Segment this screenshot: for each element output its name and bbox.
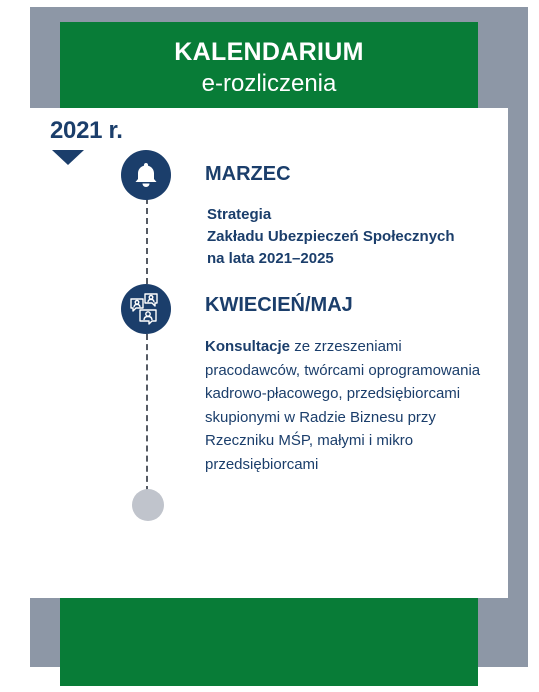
event-line-first: [205, 335, 495, 359]
timeline-connector-1: [146, 198, 148, 284]
timeline-node-kwiecien-maj: [121, 284, 171, 334]
page-subtitle: e-rozliczenia: [201, 70, 337, 97]
event-line: skupionymi w Radzie Biznesu przy: [205, 408, 436, 426]
timeline-end-dot: [132, 489, 164, 521]
event-heading-marzec: MARZEC: [205, 163, 291, 185]
event-description-marzec: [207, 204, 455, 270]
event-line: Rzeczniku MŚP, małymi i mikro: [205, 432, 414, 449]
people-chat-icon: [128, 291, 164, 327]
event-heading-kwiecien-maj: KWIECIEŃ/MAJ: [205, 294, 353, 316]
page-title: KALENDARIUM: [174, 38, 364, 66]
event-line: przedsiębiorcami: [205, 455, 319, 473]
event-line: na lata 2021–2025: [207, 250, 334, 267]
timeline-connector-2: [146, 334, 148, 492]
event-bold-keyword: Konsultacje: [205, 338, 291, 355]
event-line-first-rest: ze zrzeszeniami: [290, 338, 402, 355]
bell-icon: [131, 160, 161, 190]
year-arrow-icon: [52, 150, 84, 165]
event-line: Strategia: [207, 206, 272, 223]
event-line: Zakładu Ubezpieczeń Społecznych: [207, 228, 455, 245]
year-label: 2021 r.: [50, 117, 123, 144]
timeline-node-marzec: [121, 150, 171, 200]
event-line: kadrowo-płacowego, przedsiębiorcami: [205, 385, 461, 402]
event-description-kwiecien-maj: [205, 335, 495, 476]
event-line: pracodawców, twórcami oprogramowania: [205, 361, 481, 379]
